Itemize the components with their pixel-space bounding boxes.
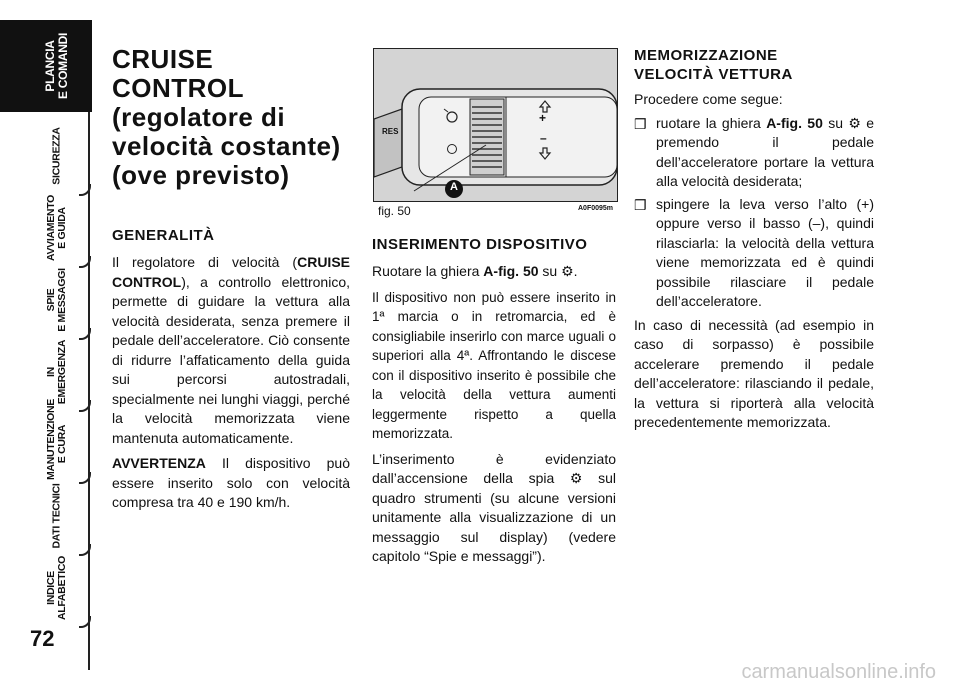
tab-label: MANUTENZIONE E CURA [45,399,68,480]
title-line: (regolatore di [112,102,286,132]
heading-line: VELOCITÀ VETTURA [634,66,793,83]
inserimento-heading: INSERIMENTO DISPOSITIVO [372,236,588,253]
avvertenza-paragraph [112,454,350,513]
inserimento-note: Il dispositivo non può essere inserito in 1ª marcia o in retromarcia, ed è consigliabile inserirlo con marce uguali o superiori alla 4ª. Affrontando le discese con il dispositivo inserito è possibile che la velocità della vettura aumenti leggermente rispetto a quella memorizzata. [372,289,616,441]
tab-manutenzione-e-cura[interactable] [0,399,90,480]
steps-list [634,114,874,312]
middle-column [372,235,616,567]
tab-label: INDICE ALFABETICO [45,555,68,621]
tab-dati-tecnici[interactable] [0,480,90,552]
cruise-control-term: CRUISE CONTROL [112,254,350,290]
figure-reference: A-fig. 50 [483,263,539,279]
closing-paragraph: In caso di necessità (ad esempio in caso di sorpasso) è possibile accelerare premendo il pedale dell’acceleratore: rilasciando il pedale, la vettura si riporterà alla velocità precedentemente memorizzata. [634,316,874,430]
tab-label: IN EMERGENZA [45,339,68,405]
figure-marker-a: A [450,181,458,193]
generalita-paragraph [112,253,350,448]
figure-reference: A-fig. 50 [766,114,823,131]
text-run: su ⚙ e premendo il pedale dell’acceleratore portare la vettura alla velocità desiderata; [656,114,875,189]
heading-line: MEMORIZZAZIONE [634,47,778,64]
minus-label: – [540,131,547,145]
generalita-heading: GENERALITÀ [112,227,215,244]
checkbox-bullet-icon: ❒ [634,115,647,132]
avvertenza-label: AVVERTENZA [112,455,206,471]
page-title [112,45,350,190]
title-line: velocità costante) [112,131,341,161]
memorizzazione-intro: Procedere come segue: [634,91,783,107]
text-run: ruotare la ghiera [656,114,767,131]
tab-avviamento-e-guida[interactable] [0,192,90,264]
tab-in-emergenza[interactable] [0,336,90,408]
tab-sicurezza[interactable] [0,120,90,192]
tab-label: AVVIAMENTO E GUIDA [45,194,68,262]
title-line: (ove previsto) [112,160,290,190]
tab-spie-e-messaggi[interactable] [0,264,90,336]
tab-label: SPIE E MESSAGGI [45,268,68,332]
tab-label: DATI TECNICI [50,483,63,549]
inserimento-indicator-paragraph: L’inserimento è evidenziato dall’accensione della spia ⚙ sul quadro strumenti (su alcune versioni unitamente alla visualizzazione di un messaggio sul display) (vedere capitolo “Spie e messaggi”). [372,450,616,564]
figure-code: A0F0095m [578,205,614,212]
text-run: Il regolatore di velocità ( [112,254,298,270]
list-item [634,114,874,192]
right-column [634,46,874,433]
watermark: carmanualsonline.info [741,661,936,683]
title-line: CRUISE CONTROL [112,44,245,103]
plus-label: + [539,111,547,125]
tab-plancia-e-comandi[interactable] [0,20,92,112]
memorizzazione-heading [634,46,874,84]
lever-illustration [374,49,617,201]
checkbox-bullet-icon: ❒ [634,196,647,213]
figure-caption: fig. 50 [378,204,411,218]
figure-cruise-control-lever [373,48,618,202]
tab-label: SICUREZZA [50,127,63,185]
text-run: su ⚙. [538,263,578,279]
chapter-sidebar [0,0,92,692]
inserimento-intro [372,262,616,282]
page-number: 72 [30,626,55,651]
text-run: ), a controllo elettronico, permette di guidare la vettura alla velocità desiderata, senza premere il pedale dell’acceleratore. Ciò consente di ridurre l’affaticamento della guida sui percorsi autostradali, specialmente nei lunghi viaggi, perché la velocità memorizzata viene mantenuta automaticamente. [112,273,350,446]
text-run: spingere la leva verso l’alto (+) oppure verso il basso (–), quindi rilasciarla: la velocità della vettura viene memorizzata ed è quindi possibile rilasciare il pedale dell’acceleratore. [656,195,874,309]
res-label: RES [382,127,399,136]
text-run: Il dispositivo può essere inserito solo con velocità compresa tra 40 e 190 km/h. [112,455,350,510]
tab-indice-alfabetico[interactable] [0,552,90,624]
text-run: Ruotare la ghiera [372,263,484,279]
left-column [112,45,350,513]
tab-label: PLANCIA E COMANDI [43,33,70,99]
list-item [634,195,874,312]
